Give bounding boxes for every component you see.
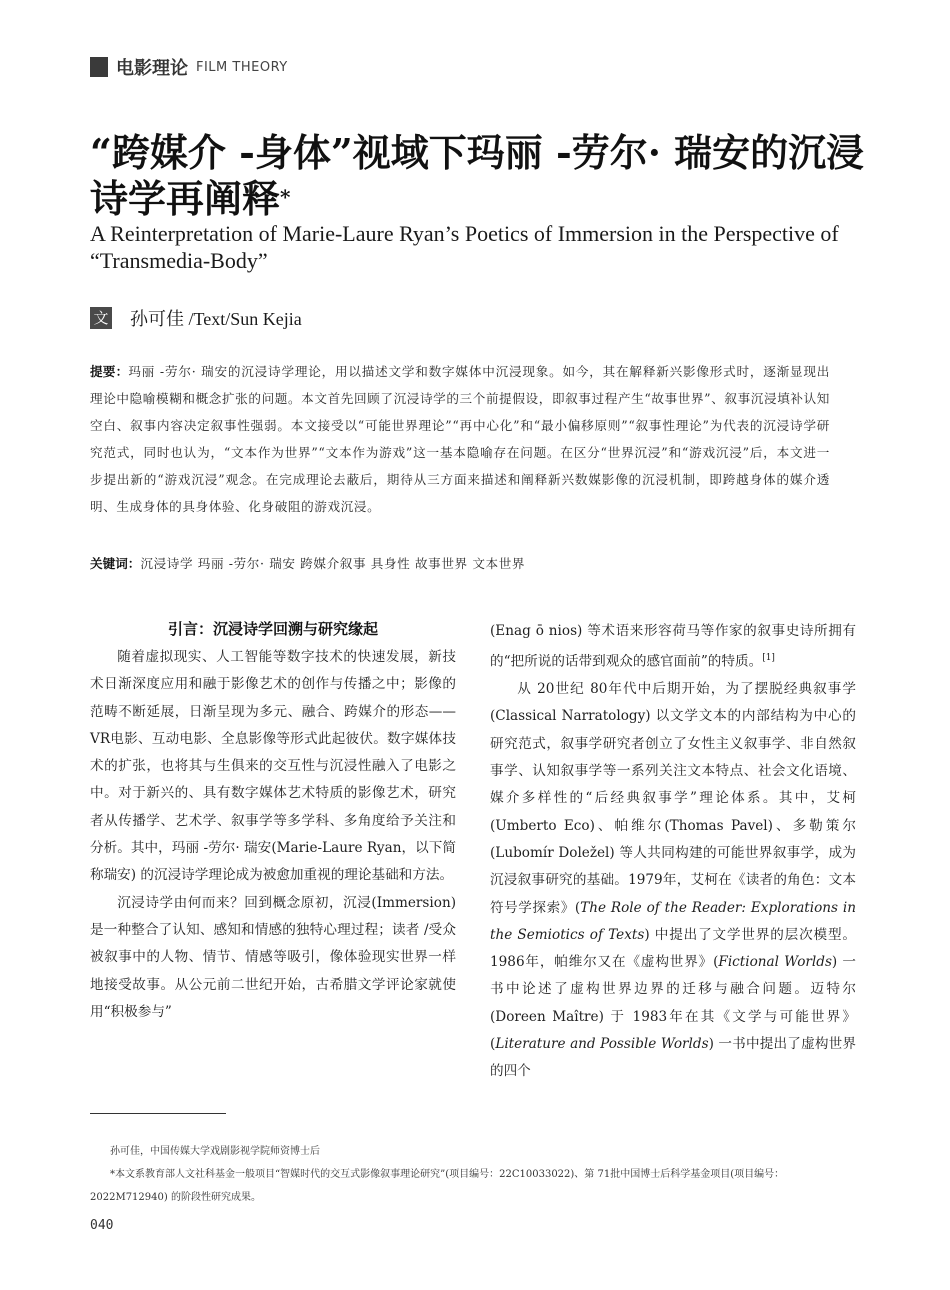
section-heading: 引言：沉浸诗学回溯与研究缘起 xyxy=(167,620,378,638)
page-number: 040 xyxy=(90,1218,114,1233)
paragraph-text: ) 中提出了文学世界的层次模型。1986年，帕维尔又在《虚构世界》( xyxy=(490,926,857,971)
keywords-text: 沉浸诗学 玛丽 -劳尔· 瑞安 跨媒介叙事 具身性 故事世界 文本世界 xyxy=(140,556,526,571)
paragraph: 沉浸诗学由何而来？回到概念原初，沉浸(Immersion) 是一种整合了认知、感知和情感的独特心理过程；读者 /受众被叙事中的人物、情节、情感等吸引，像体验现实世界一样地接受故事。从公元前二世纪开始，古希腊文学评论家就使用“积极参与” xyxy=(90,894,456,1020)
article-title-en: A Reinterpretation of Marie-Laure Ryan’s Poetics of Immersion in the Perspective of “Transmedia-Body” xyxy=(90,221,839,273)
section-tag xyxy=(90,55,288,79)
article-title-cn xyxy=(90,130,870,222)
keywords xyxy=(90,551,830,577)
book-title: Fictional Worlds xyxy=(718,954,832,971)
book-title: Literature and Possible Worlds xyxy=(495,1035,709,1052)
footnote-divider xyxy=(90,1113,226,1114)
author-name: 孙可佳 /Text/Sun Kejia xyxy=(130,309,302,329)
paragraph xyxy=(490,618,856,676)
paragraph xyxy=(490,676,856,1085)
abstract xyxy=(90,358,830,520)
footnote-author: 孙可佳，中国传媒大学戏剧影视学院师资博士后 xyxy=(110,1146,320,1157)
title-cn-text: “跨媒介 -身体”视域下玛丽 -劳尔· 瑞安的沉浸诗学再阐释 xyxy=(90,130,865,221)
footnote-fund: *本文系教育部人文社科基金一般项目“智媒时代的交互式影像叙事理论研究”(项目编号：22C10033022)、第 71批中国博士后科学基金项目(项目编号：2022M712940) 的阶段性研究成果。 xyxy=(90,1169,785,1203)
paragraph-text: ) 一书中提出了虚构世界的四个 xyxy=(490,1035,857,1080)
section-label-en: FILM THEORY xyxy=(196,59,288,75)
section-label-cn: 电影理论 xyxy=(116,58,188,79)
section-square-icon xyxy=(90,57,108,77)
citation-mark: [1] xyxy=(762,653,775,664)
body-column-left xyxy=(90,618,456,1026)
byline-mark-icon: 文 xyxy=(90,307,112,329)
paragraph: 随着虚拟现实、人工智能等数字技术的快速发展，新技术日渐深度应用和融于影像艺术的创作与传播之中；影像的范畴不断延展，日渐呈现为多元、融合、跨媒介的形态——VR电影、互动电影、全息影像等形式此起彼伏。数字媒体技术的扩张，也将其与生俱来的交互性与沉浸性融入了电影之中。对于新兴的、具有数字媒体艺术特质的影像艺术，研究者从传播学、艺术学、叙事学等多学科、多角度给予关注和分析。其中，玛丽 -劳尔· 瑞安(Marie-Laure Ryan，以下简称瑞安) 的沉浸诗学理论成为被愈加重视的理论基础和方法。 xyxy=(90,649,456,884)
title-footnote-mark: * xyxy=(280,185,291,209)
keywords-label: 关键词： xyxy=(90,556,141,571)
body-column-right xyxy=(490,618,856,1086)
paragraph-text: 从 20世纪 80年代中后期开始，为了摆脱经典叙事学(Classical Narratology) 以文学文本的内部结构为中心的研究范式，叙事学研究者创立了女性主义叙事学、非自然叙事学、认知叙事学等一系列关注文本特点、社会文化语境、媒介多样性的“后经典叙事学”理论体系。其中，艾柯(Umberto Eco)、帕维尔(Thomas Pavel)、多勒策尔(Lubomír Doležel) 等人共同构建的可能世界叙事学，成为沉浸叙事研究的基础。1979年，艾柯在《读者的角色：文本符号学探索》( xyxy=(490,681,856,916)
book-title: The Role of the Reader: Explorations in the Semiotics of Texts xyxy=(490,899,856,943)
abstract-label: 提要： xyxy=(90,364,129,379)
paragraph-text: ) 一书中论述了虚构世界边界的迁移与融合问题。迈特尔(Doreen Maître) 于 1983年在其《文学与可能世界》( xyxy=(490,954,856,1052)
paragraph-text: (Enag ō nios) 等术语来形容荷马等作家的叙事史诗所拥有的“把所说的话带到观众的感官面前”的特质。 xyxy=(490,623,856,670)
abstract-text: 玛丽 -劳尔· 瑞安的沉浸诗学理论，用以描述文学和数字媒体中沉浸现象。如今，其在解释新兴影像形式时，逐渐显现出理论中隐喻模糊和概念扩张的问题。本文首先回顾了沉浸诗学的三个前提假设，即叙事过程产生“故事世界”、叙事沉浸填补认知空白、叙事内容决定叙事性强弱。本文接受以“可能世界理论”“再中心化”和“最小偏移原则”“叙事性理论”为代表的沉浸诗学研究范式，同时也认为，“文本作为世界”“文本作为游戏”这一基本隐喻存在问题。在区分“世界沉浸”和“游戏沉浸”后，本文进一步提出新的“游戏沉浸”观念。在完成理论去蔽后，期待从三方面来描述和阐释新兴数媒影像的沉浸机制，即跨越身体的媒介透明、生成身体的具身体验、化身破阻的游戏沉浸。 xyxy=(90,364,831,514)
byline xyxy=(90,305,302,331)
